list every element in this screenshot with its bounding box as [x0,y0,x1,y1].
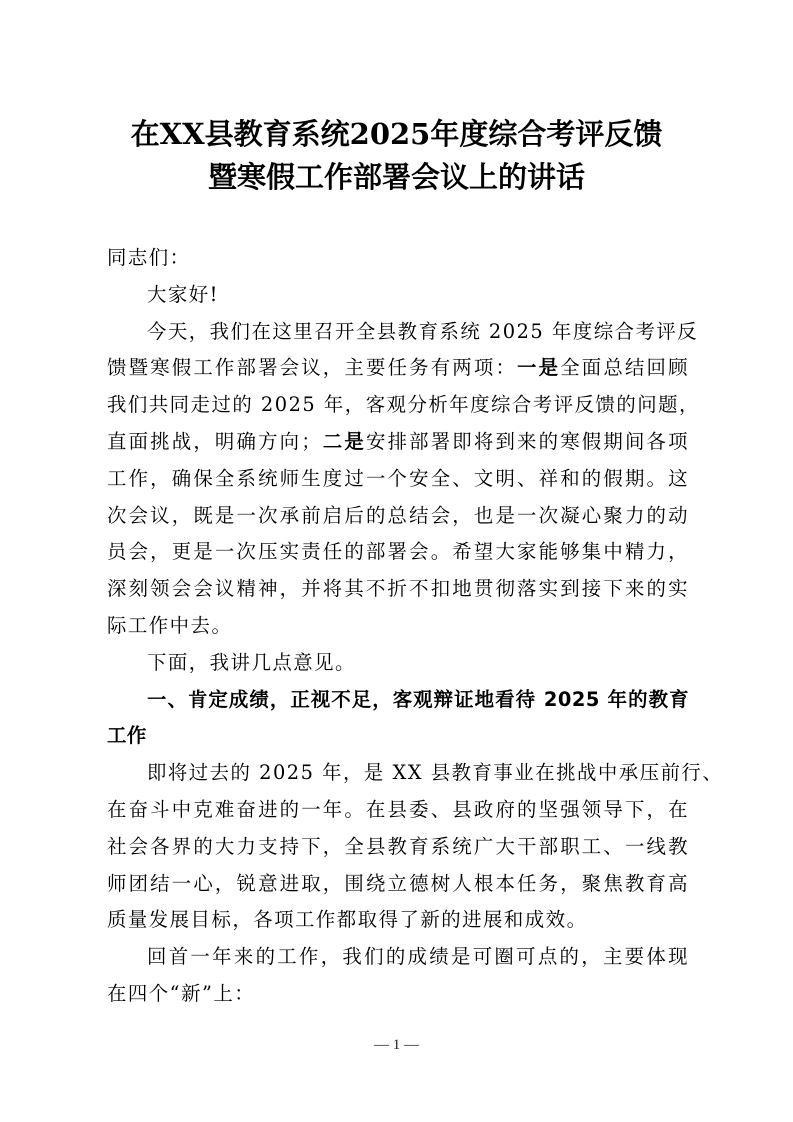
document-body [107,240,724,1013]
title-line-1: 在XX县教育系统2025年度综合考评反馈 [130,117,663,151]
paragraph-1-line: 今天，我们在这里召开全县教育系统 2025 年度综合考评反 [147,319,699,343]
emphasis-first: 一是 [517,356,561,380]
paragraph-2-line: 社会各界的大力支持下，全县教育系统广大干部职工、一线教 [107,834,689,858]
paragraph-1-line: 我们共同走过的 2025 年，客观分析年度综合考评反馈的问题， [107,393,700,417]
paragraph-text: 馈暨寒假工作部署会议，主要任务有两项： [107,356,518,380]
paragraph-1-line: 际工作中去。 [107,613,233,637]
paragraph-text: 安排部署即将到来的寒假期间各项 [365,429,690,453]
title-line-2: 暨寒假工作部署会议上的讲话 [207,160,585,194]
section-heading-1-cont: 工作 [107,724,147,748]
paragraph-1-line: 员会，更是一次压实责任的部署会。希望大家能够集中精力， [107,540,689,564]
paragraph-2-line: 即将过去的 2025 年，是 XX 县教育事业在挑战中承压前行、 [147,761,724,785]
paragraph-1-line: 工作，确保全系统师生度过一个安全、文明、祥和的假期。这 [107,466,689,490]
paragraph-2-line: 质量发展目标，各项工作都取得了新的进展和成效。 [107,908,588,932]
paragraph-3-line: 在四个“新”上： [107,981,256,1005]
paragraph-2-line: 师团结一心，锐意进取，围绕立德树人根本任务，聚焦教育高 [107,871,689,895]
section-heading-1: 一、肯定成绩，正视不足，客观辩证地看待 2025 年的教育 [147,687,689,711]
paragraph-1-line [107,350,689,387]
paragraph-1-line: 次会议，既是一次承前启后的总结会，也是一次凝心聚力的动 [107,503,689,527]
greeting: 大家好! [147,282,219,306]
paragraph-1-line [107,424,689,461]
paragraph-1-line: 深刻领会会议精神，并将其不折不扣地贯彻落实到接下来的实 [107,577,689,601]
paragraph-3-line: 回首一年来的工作，我们的成绩是可圈可点的，主要体现 [147,945,689,969]
document-title [100,113,693,199]
emphasis-second: 二是 [322,429,366,453]
paragraph-text: 全面总结回顾 [560,356,690,380]
page-number: — 1 — [374,1037,419,1053]
paragraph-text: 直面挑战，明确方向； [107,429,323,453]
paragraph-2-line: 在奋斗中克难奋进的一年。在县委、县政府的坚强领导下，在 [107,797,689,821]
transition-sentence: 下面，我讲几点意见。 [147,650,356,674]
salutation: 同志们： [107,246,191,269]
